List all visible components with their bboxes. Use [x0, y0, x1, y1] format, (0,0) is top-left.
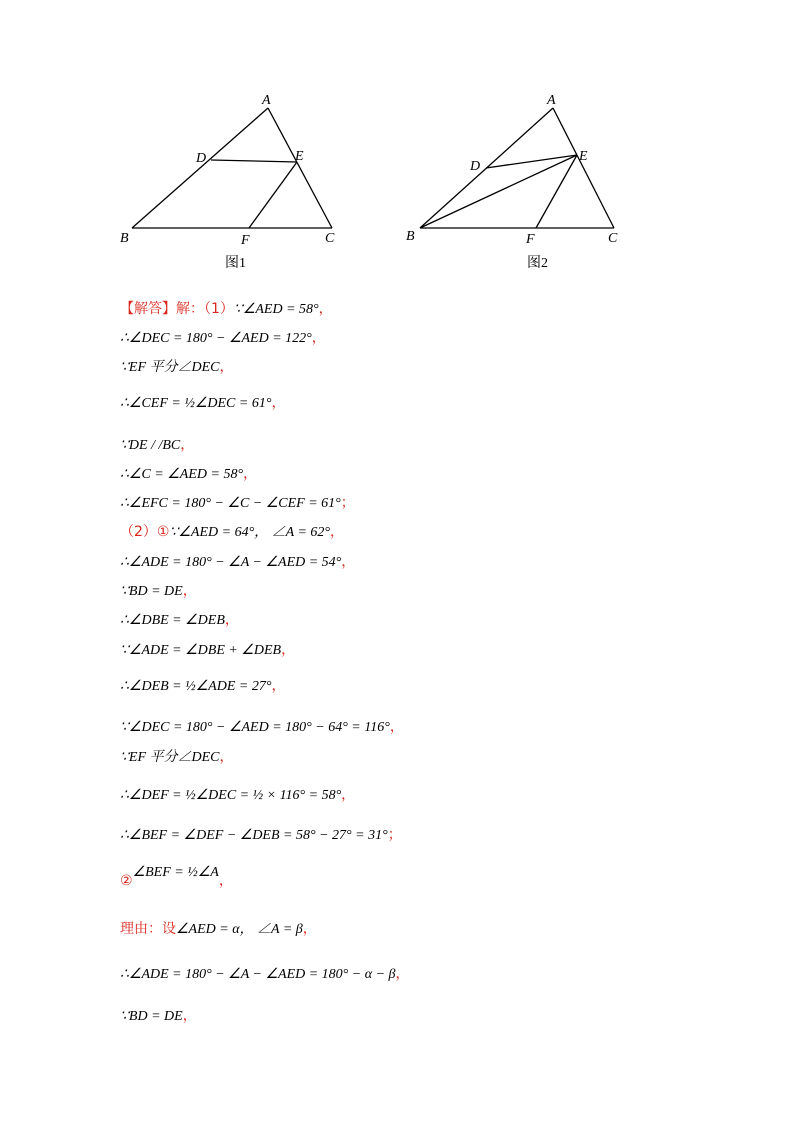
figure-1: [110, 90, 350, 250]
solution-line-4: ∴∠CEF = ½∠DEC = 61°，: [120, 395, 286, 411]
solution-line-12: ∵∠ADE = ∠DBE + ∠DEB，: [120, 642, 296, 658]
solution-line-5: ∵DE / /BC，: [120, 437, 195, 453]
solution-line-13: ∴∠DEB = ½∠ADE = 27°，: [120, 678, 286, 694]
figure-2-caption: 图2: [527, 256, 548, 271]
figure-1-diagram: [110, 90, 350, 250]
figure-1-caption: 图1: [225, 256, 246, 271]
figure-2-diagram: [400, 90, 640, 250]
label-F: F: [526, 232, 535, 247]
solution-line-18: ②∠BEF = ½∠A，: [120, 865, 233, 889]
solution-line-3: ∵EF 平分∠DEC，: [120, 359, 234, 375]
solution-line-17: ∴∠BEF = ∠DEF − ∠DEB = 58° − 27° = 31°；: [120, 827, 402, 843]
solution-line-2: ∴∠DEC = 180° − ∠AED = 122°，: [120, 330, 326, 346]
solution-line-11: ∴∠DBE = ∠DEB，: [120, 612, 239, 628]
label-E: E: [295, 149, 304, 164]
solution-line-8: （2）①∵∠AED = 64°， ∠A = 62°，: [120, 524, 345, 540]
solution-line-6: ∴∠C = ∠AED = 58°，: [120, 466, 258, 482]
label-B: B: [120, 231, 129, 246]
solution-line-9: ∴∠ADE = 180° − ∠A − ∠AED = 54°，: [120, 554, 356, 570]
solution-line-16: ∴∠DEF = ½∠DEC = ½ × 116° = 58°，: [120, 787, 356, 803]
segment-EF: [249, 162, 297, 228]
segment-EF: [536, 155, 577, 228]
segment-AC: [268, 108, 332, 228]
solution-line-14: ∵∠DEC = 180° − ∠AED = 180° − 64° = 116°，: [120, 719, 404, 735]
solution-line-19: 理由：设∠AED = α， ∠A = β，: [120, 921, 317, 937]
label-D: D: [470, 159, 481, 174]
label-D: D: [196, 151, 207, 166]
label-F: F: [241, 233, 250, 248]
solution-line-15: ∵EF 平分∠DEC，: [120, 749, 234, 765]
label-E: E: [579, 149, 588, 164]
label-C: C: [608, 231, 618, 246]
solution-line-7: ∴∠EFC = 180° − ∠C − ∠CEF = 61°；: [120, 495, 355, 511]
segment-DE: [211, 160, 297, 162]
solution-line-21: ∵BD = DE，: [120, 1008, 197, 1024]
label-C: C: [325, 231, 335, 246]
figure-2: [400, 90, 640, 250]
solution-line-1: 【解答】解：（1）∵∠AED = 58°，: [120, 301, 333, 317]
label-A: A: [547, 93, 556, 108]
label-A: A: [262, 93, 271, 108]
solution-line-10: ∵BD = DE，: [120, 583, 197, 599]
solution-line-20: ∴∠ADE = 180° − ∠A − ∠AED = 180° − α − β，: [120, 966, 410, 982]
segment-AC: [553, 108, 614, 228]
segment-AB: [132, 108, 268, 228]
label-B: B: [406, 229, 415, 244]
